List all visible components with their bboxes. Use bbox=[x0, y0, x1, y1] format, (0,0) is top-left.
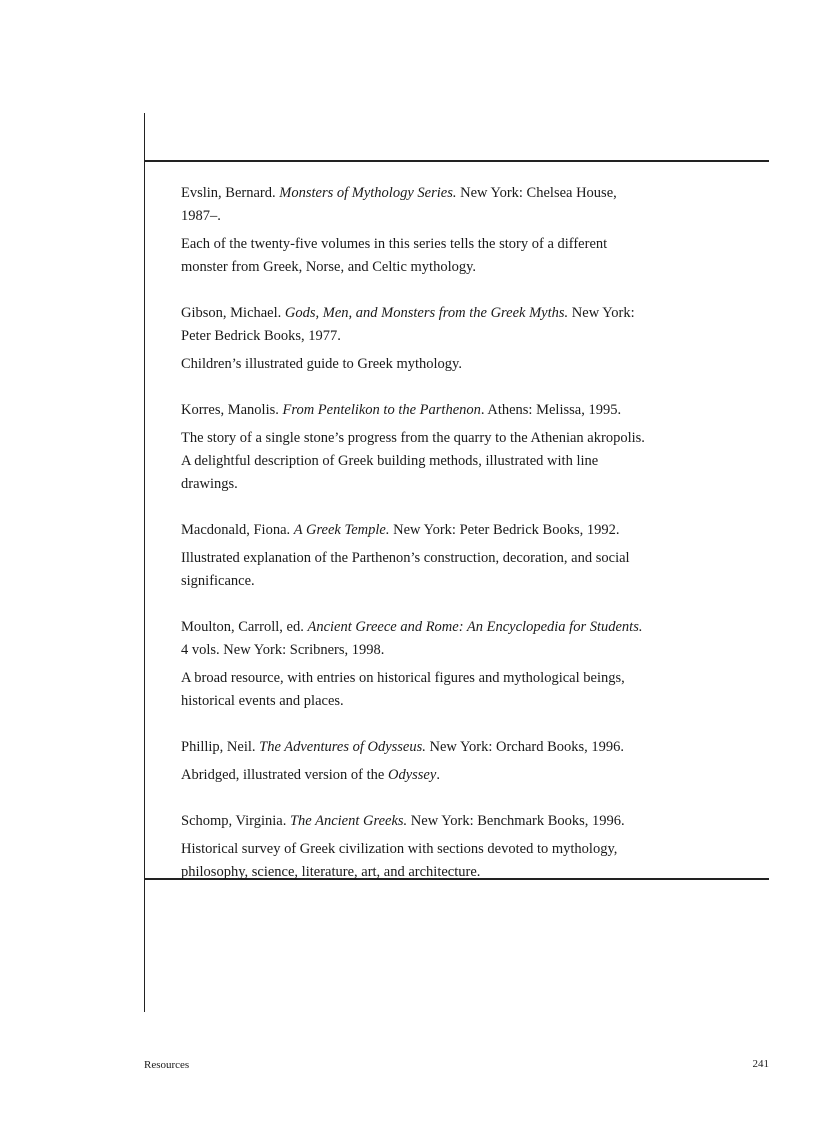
entry-description: Illustrated explanation of the Parthenon’s construction, decoration, and social significance. bbox=[181, 550, 630, 589]
citation-publication: New York: Benchmark Books, 1996. bbox=[407, 813, 625, 829]
citation-title: Monsters of Mythology Series. bbox=[279, 185, 457, 201]
entry-description: Each of the twenty-five volumes in this series tells the story of a different monster from Greek, Norse, and Celtic mythology. bbox=[181, 236, 608, 275]
citation-author: Evslin, Bernard. bbox=[181, 185, 280, 201]
citation-title: A Greek Temple. bbox=[293, 522, 390, 538]
description-work-title: Odyssey bbox=[387, 767, 437, 783]
citation-title: From Pentelikon to the Parthenon bbox=[282, 402, 481, 418]
citation-title: Gods, Men, and Monsters from the Greek Myths. bbox=[284, 305, 569, 321]
citation-author: Moulton, Carroll, ed. bbox=[181, 619, 308, 635]
citation-title: Ancient Greece and Rome: An Encyclopedia for Students. bbox=[307, 619, 643, 635]
bibliography-entry bbox=[181, 736, 651, 787]
citation-title: The Adventures of Odysseus. bbox=[259, 739, 426, 755]
top-horizontal-rule bbox=[144, 160, 769, 162]
citation-author: Korres, Manolis. bbox=[181, 402, 283, 418]
page-number: 241 bbox=[752, 1058, 769, 1070]
description-text: Abridged, illustrated version of the bbox=[181, 767, 388, 783]
citation-author: Macdonald, Fiona. bbox=[181, 522, 294, 538]
entry-description bbox=[181, 764, 651, 787]
entry-description: Children’s illustrated guide to Greek mythology. bbox=[181, 356, 462, 372]
citation-publication: 4 vols. New York: Scribners, 1998. bbox=[181, 642, 385, 658]
bibliography-entry bbox=[181, 810, 651, 884]
citation bbox=[181, 302, 651, 348]
citation-publication: New York: Peter Bedrick Books, 1977. bbox=[181, 305, 635, 344]
footer-section-label: Resources bbox=[144, 1059, 190, 1071]
entry-description: The story of a single stone’s progress from the quarry to the Athenian akropolis. A delightful description of Greek building methods, illustrated with line drawings. bbox=[181, 430, 645, 492]
bibliography-entry bbox=[181, 182, 651, 279]
bibliography-list bbox=[181, 182, 651, 907]
citation-publication: . Athens: Melissa, 1995. bbox=[480, 402, 622, 418]
citation bbox=[181, 736, 651, 759]
citation bbox=[181, 616, 651, 662]
citation-publication: New York: Orchard Books, 1996. bbox=[425, 739, 625, 755]
entry-description: Historical survey of Greek civilization with sections devoted to mythology, philosophy, science, literature, art, and architecture. bbox=[181, 841, 618, 880]
description-text-end: . bbox=[436, 767, 440, 783]
bibliography-entry bbox=[181, 302, 651, 376]
bibliography-entry bbox=[181, 399, 651, 496]
citation bbox=[181, 399, 651, 422]
bibliography-entry bbox=[181, 616, 651, 713]
bibliography-entry bbox=[181, 519, 651, 593]
citation-author: Gibson, Michael. bbox=[181, 305, 285, 321]
citation bbox=[181, 519, 651, 542]
citation-publication: New York: Peter Bedrick Books, 1992. bbox=[389, 522, 620, 538]
citation bbox=[181, 810, 651, 833]
citation-publication: New York: Chelsea House, 1987–. bbox=[181, 185, 617, 224]
citation bbox=[181, 182, 651, 228]
citation-author: Phillip, Neil. bbox=[181, 739, 260, 755]
citation-title: The Ancient Greeks. bbox=[289, 813, 408, 829]
citation-author: Schomp, Virginia. bbox=[181, 813, 290, 829]
entry-description: A broad resource, with entries on historical figures and mythological beings, historical events and places. bbox=[181, 670, 625, 709]
